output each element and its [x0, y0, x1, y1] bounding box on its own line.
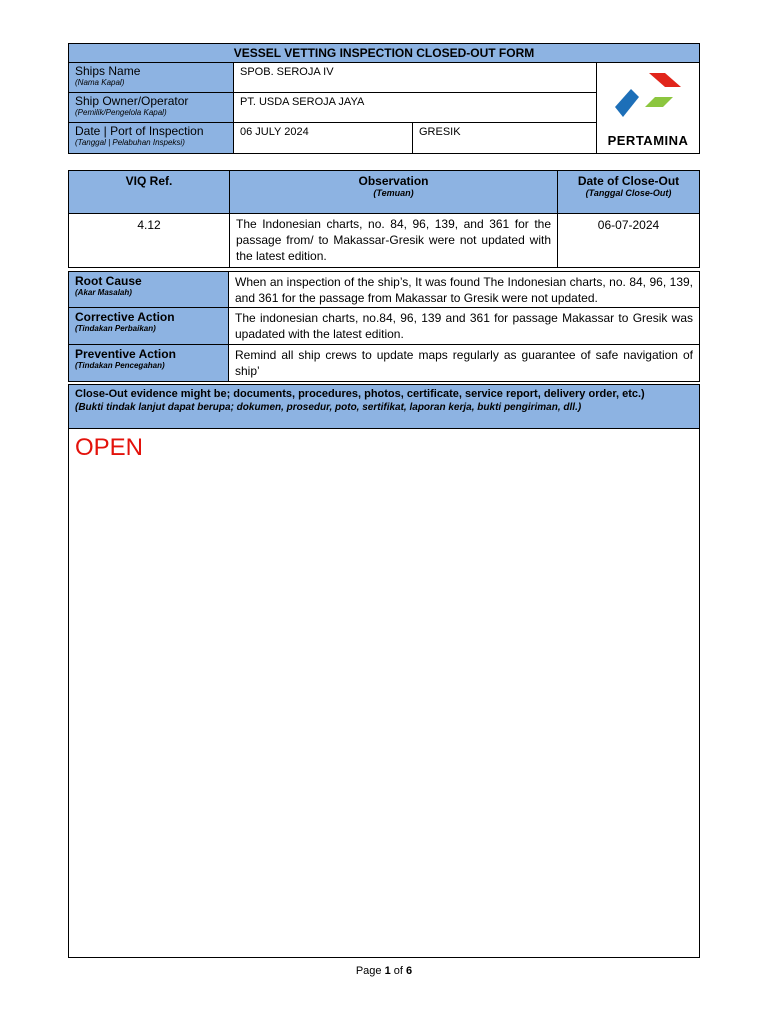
date-port-sublabel: (Tanggal | Pelabuhan Inspeksi) — [75, 138, 185, 147]
evidence-line-2: (Bukti tindak lanjut dapat berupa; dokumen, prosedur, poto, sertifikat, laporan kerja, bukti pengiriman, dll.) — [75, 402, 582, 413]
pertamina-logo-text: PERTAMINA — [607, 133, 689, 148]
pertamina-logo-icon — [597, 65, 699, 135]
corrective-action-label: Corrective Action — [75, 310, 175, 324]
owner-sublabel: (Pemilik/Pengelola Kapal) — [75, 108, 167, 117]
inspection-date-value: 06 JULY 2024 — [233, 122, 413, 154]
observation-header-label: Observation — [358, 174, 429, 188]
root-cause-sublabel: (Akar Masalah) — [75, 288, 132, 297]
corrective-action-value: The indonesian charts, no.84, 96, 139 and 361 for passage Makassar to Gresik was upadated with the latest edition. — [228, 307, 700, 345]
owner-value: PT. USDA SEROJA JAYA — [233, 92, 597, 123]
root-cause-value: When an inspection of the ship’s, It was found The Indonesian charts, no. 84, 96, 139, and 361 for the passage from Makassar to Gresik were not updated. — [228, 271, 700, 308]
date-port-label: Date | Port of Inspection — [75, 124, 204, 138]
close-out-date-header — [557, 170, 700, 214]
page-prefix: Page — [355, 965, 382, 977]
corrective-action-sublabel: (Tindakan Perbaikan) — [75, 324, 156, 333]
corrective-action-label-cell — [68, 307, 229, 345]
page-number: 1 — [384, 965, 391, 977]
close-out-date-header-sublabel: (Tanggal Close-Out) — [585, 188, 672, 198]
ships-name-sublabel: (Nama Kapal) — [75, 78, 125, 87]
observation-header — [229, 170, 558, 214]
preventive-action-label: Preventive Action — [75, 347, 176, 361]
root-cause-label: Root Cause — [75, 274, 142, 288]
observation-header-sublabel: (Temuan) — [373, 188, 414, 198]
status-open-text: OPEN — [75, 434, 144, 461]
page-footer — [0, 965, 768, 977]
logo-cell — [596, 62, 700, 154]
owner-label-cell — [68, 92, 234, 123]
preventive-action-value: Remind all ship crews to update maps regularly as guarantee of safe navigation of ship’ — [228, 344, 700, 382]
viq-ref-value: 4.12 — [68, 213, 230, 268]
preventive-action-label-cell — [68, 344, 229, 382]
ships-name-value: SPOB. SEROJA IV — [233, 62, 597, 93]
observation-value: The Indonesian charts, no. 84, 96, 139, and 361 for the passage from/ to Makassar-Gresik were not updated with the latest edition. — [229, 213, 558, 268]
ships-name-label-cell — [68, 62, 234, 93]
viq-ref-header — [68, 170, 230, 214]
page-of: of — [393, 965, 403, 977]
preventive-action-sublabel: (Tindakan Pencegahan) — [75, 361, 165, 370]
date-port-label-cell — [68, 122, 234, 154]
close-out-date-header-label: Date of Close-Out — [577, 174, 680, 188]
owner-label: Ship Owner/Operator — [75, 94, 189, 108]
evidence-header — [68, 384, 700, 429]
root-cause-label-cell — [68, 271, 229, 308]
page-total: 6 — [406, 965, 413, 977]
close-out-date-value: 06-07-2024 — [557, 213, 700, 268]
viq-ref-header-label: VIQ Ref. — [125, 174, 173, 188]
evidence-line-1: Close-Out evidence might be; documents, procedures, photos, certificate, service report, delivery order, etc.) — [75, 388, 645, 400]
ships-name-label: Ships Name — [75, 64, 141, 78]
inspection-port-value: GRESIK — [412, 122, 597, 154]
form-title: VESSEL VETTING INSPECTION CLOSED-OUT FORM — [68, 43, 700, 63]
evidence-body — [68, 428, 700, 958]
